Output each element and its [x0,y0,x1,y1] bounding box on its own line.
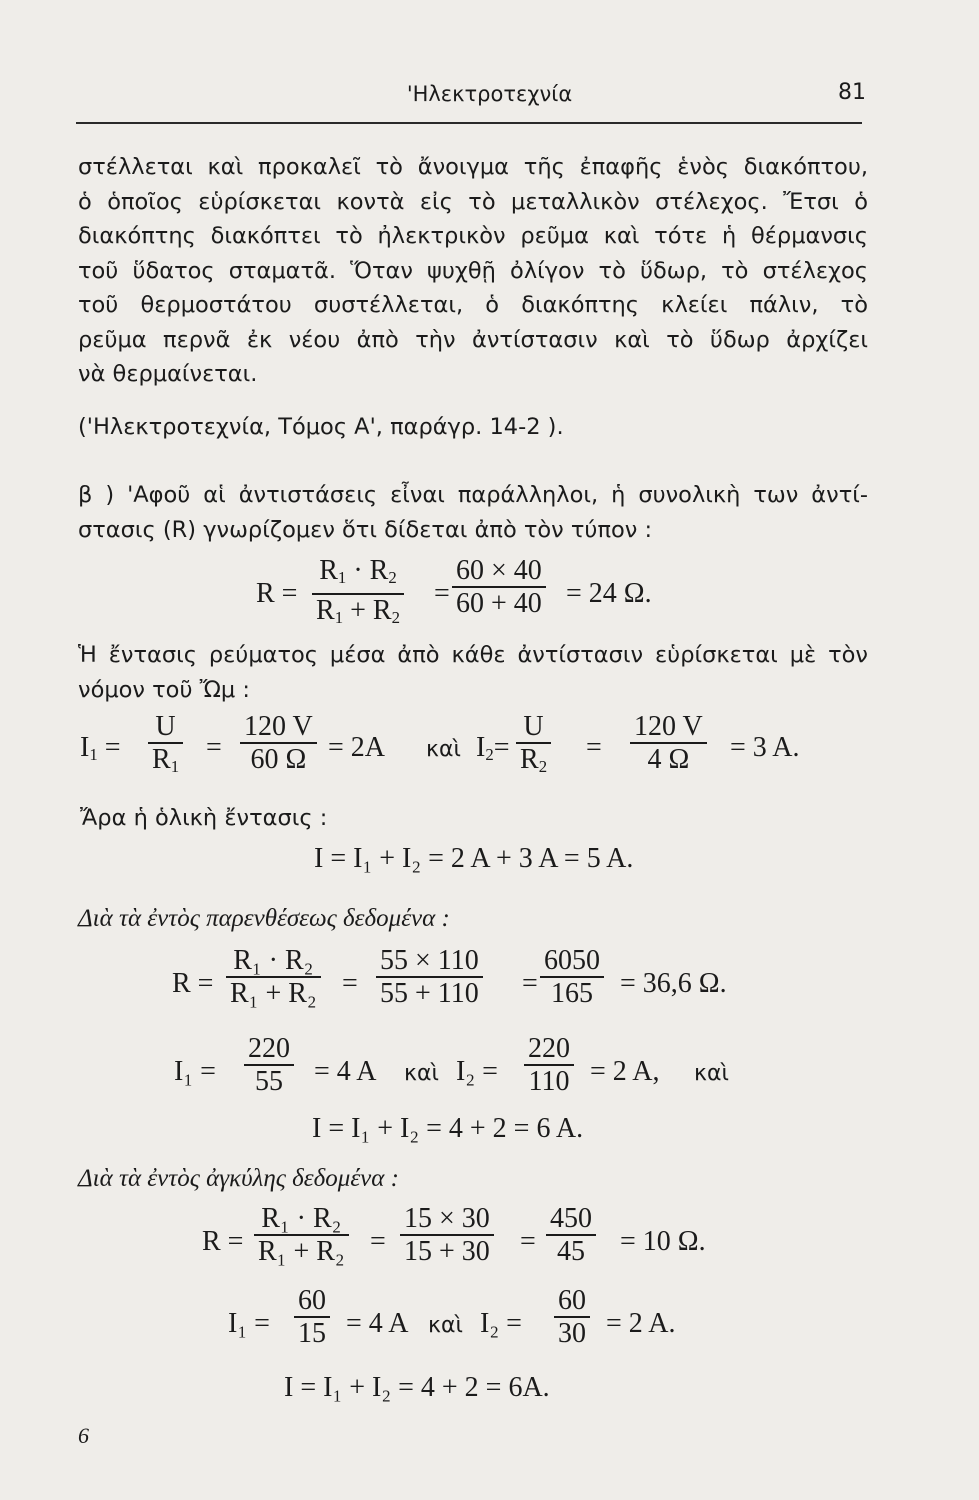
equals-sign: = [586,732,602,763]
fraction-symbolic: $\frac{R_1 \cdot R_2}{R_1 + R_2}$ [312,556,404,634]
conjunction-kai: καὶ [426,737,461,762]
text-line: ρεῦμα περνᾶ ἐκ νέου ἀπὸ τὴν ἀντίστασιν καὶ τὸ ὕδωρ ἀρχίζει [78,326,868,353]
total-current-3: I = I₁ + I₂ = 4 + 2 = 6A. [284,1372,550,1403]
running-head: 'Ηλεκτροτεχνία [406,82,573,106]
signature-mark: 6 [78,1423,89,1448]
section-heading-parentheses: Διὰ τὰ ἐντὸς παρενθέσεως δεδομένα : [78,905,450,932]
equals-sign: = [206,732,222,763]
formula-result: = 36,6 Ω. [620,968,727,999]
fraction-u-over-r2: $\frac{U}{R_2}$ [516,712,551,783]
paragraph-thermostat [78,150,868,392]
text-line: διακόπτης διακόπτει τὸ ἠλεκτρικὸν ρεῦμα καὶ τότε ἡ θέρμανσις [78,223,868,249]
formula-lhs: R = [172,968,214,999]
conjunction-kai: καὶ [404,1061,439,1086]
fraction-i1: $\frac{220}{55}$ [244,1034,294,1098]
fraction-numeric: $\frac{60 \times 40}{60 + 40}$ [452,556,546,620]
current-i1-label: I₁ = [228,1308,270,1339]
current-i1-result: = 4 A [314,1056,377,1087]
page-number: 81 [838,80,866,105]
header-rule [76,122,862,124]
current-i2-label: I₂ = [480,1308,522,1339]
text-line: τοῦ θερμοστάτου συστέλλεται, ὁ διακόπτης κλείει πάλιν, τὸ [78,292,868,318]
fraction-i2: $\frac{220}{110}$ [524,1034,574,1098]
fraction-120v-4ohm: $\frac{120 V}{4 \Omega}$ [630,712,707,776]
equals-sign: = [370,1226,386,1257]
fraction-numeric: $\frac{15 \times 30}{15 + 30}$ [400,1204,494,1268]
text-line: τοῦ ὕδατος σταματᾶ. Ὅταν ψυχθῇ ὀλίγον τὸ ὕδωρ, τὸ στέλεχος [78,257,868,284]
paragraph-parallel [78,478,868,547]
paragraph-ohm [78,638,868,707]
text-line: στέλλεται καὶ προκαλεῖ τὸ ἄνοιγμα τῆς ἐπαφῆς ἑνὸς διακόπτου, [78,154,868,180]
text-line: στασις (R) γνωρίζομεν ὅτι δίδεται ἀπὸ τὸν τύπον : [78,516,653,543]
formula-result: = 24 Ω. [566,578,652,609]
text-line: ὁ ὁποῖος εὑρίσκεται κοντὰ εἰς τὸ μεταλλικὸν στέλεχος. Ἔτσι ὁ [78,188,868,215]
current-i2-result: = 2 A, [590,1056,660,1087]
conjunction-kai: καὶ [694,1061,729,1086]
current-i1-label: I₁ = [174,1056,216,1087]
text-line: β ) 'Αφοῦ αἱ ἀντιστάσεις εἶναι παράλληλοι, ἡ συνολικὴ των ἀντί- [78,482,868,508]
formula-result: = 10 Ω. [620,1226,706,1257]
ara-line: Ἄρα ἡ ὁλικὴ ἔντασις : [80,805,328,831]
text-line: νόμον τοῦ Ὤμ : [78,676,250,703]
fraction-numeric: $\frac{55 \times 110}{55 + 110}$ [376,946,483,1010]
total-current-2: I = I₁ + I₂ = 4 + 2 = 6 A. [312,1113,584,1144]
current-i2-result: = 3 A. [730,732,800,763]
fraction-reduced: $\frac{450}{45}$ [546,1204,596,1268]
section-heading-bracket: Διὰ τὰ ἐντὸς ἀγκύλης δεδομένα : [78,1165,399,1192]
formula-lhs: R = [256,578,298,609]
equals-sign: = [434,578,450,609]
formula-lhs: R = [202,1226,244,1257]
current-i1-result: = 4 A [346,1308,409,1339]
reference-citation: ('Ηλεκτροτεχνία, Τόμος Α', παράγρ. 14-2 ). [78,414,564,440]
text-line: νὰ θερμαίνεται. [78,361,258,387]
fraction-120v-60ohm: $\frac{120 V}{60 \Omega}$ [240,712,317,776]
current-i1-result: = 2A [328,732,386,763]
fraction-symbolic: $\frac{\text{R₁ · R₂}}{\text{R₁ + R₂}}$ [254,1204,349,1268]
fraction-u-over-r1: $\frac{U}{R_1}$ [148,712,183,783]
fraction-reduced: $\frac{6050}{165}$ [540,946,604,1010]
conjunction-kai: καὶ [428,1313,463,1338]
equals-sign: = [522,968,538,999]
equals-sign: = [342,968,358,999]
current-i2-label: $I_2=$ [476,732,510,765]
equals-sign: = [520,1226,536,1257]
fraction-symbolic: $\frac{\text{R₁ · R₂}}{\text{R₁ + R₂}}$ [226,946,321,1010]
fraction-i2: $\frac{60}{30}$ [554,1286,590,1350]
text-line: Ἡ ἔντασις ρεύματος μέσα ἀπὸ κάθε ἀντίστασιν εὑρίσκεται μὲ τὸν [78,642,868,668]
current-i2-label: I₂ = [456,1056,498,1087]
fraction-i1: $\frac{60}{15}$ [294,1286,330,1350]
current-i2-result: = 2 A. [606,1308,676,1339]
total-current-1: I = I₁ + I₂ = 2 A + 3 A = 5 A. [314,843,634,874]
current-i1-label: $I_1$ = [80,732,121,765]
